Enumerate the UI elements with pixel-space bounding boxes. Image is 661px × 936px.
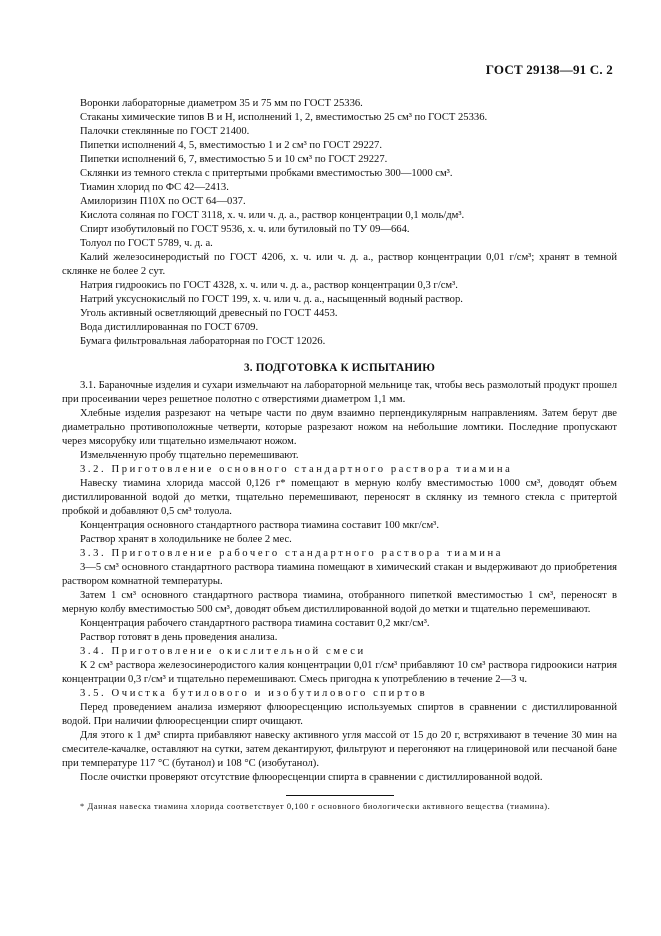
section-heading: 3. ПОДГОТОВКА К ИСПЫТАНИЮ <box>243 362 436 374</box>
page-header: ГОСТ 29138—91 С. 2 <box>485 62 613 77</box>
paragraph: К 2 см³ раствора железосинеродистого калия концентрации 0,01 г/см³ прибавляют 10 см³ раствора гидроокиси натрия концентрации 0,3 г/см³ и тщательно перемешивают. Смесь пригодна к употреблению в течение 2—3 ч. <box>62 660 617 685</box>
paragraph: После очистки проверяют отсутствие флюоресценции спирта в сравнении с дистиллированной водой. <box>80 772 543 783</box>
paragraph: Хлебные изделия разрезают на четыре части по двум взаимно перпендикулярным направлениям. Затем берут две диаметрально противоположные четверти, которые разрезают ножом на небольшие ломтики. Последние пропускают через мясорубку или тщательно измельчают ножом. <box>62 408 617 447</box>
paragraph: Концентрация рабочего стандартного раствора тиамина составит 0,2 мкг/см³. <box>80 618 430 629</box>
paragraph: Концентрация основного стандартного раствора тиамина составит 100 мкг/см³. <box>80 520 439 531</box>
list-item: Натрий уксуснокислый по ГОСТ 199, х. ч. или ч. д. а., насыщенный водный раствор. <box>80 294 463 305</box>
paragraph-3-1: 3.1. Бараночные изделия и сухари измельчают на лабораторной мельнице так, чтобы весь размолотый продукт прошел при просеивании через решетное полотно с отверстиями диаметром 1,1 мм. <box>62 380 617 405</box>
list-item: Склянки из темного стекла с притертыми пробками вместимостью 300—1000 см³. <box>80 168 453 179</box>
subsection-title-3-4: 3.4. Приготовление окислительной смеси <box>80 646 366 657</box>
list-item: Толуол по ГОСТ 5789, ч. д. а. <box>80 238 213 249</box>
list-item: Кислота соляная по ГОСТ 3118, х. ч. или ч. д. а., раствор концентрации 0,1 моль/дм³. <box>80 210 465 221</box>
footnote: * Данная навеска тиамина хлорида соответствует 0,100 г основного биологически активного вещества (тиамина). <box>80 802 551 812</box>
materials-list <box>62 97 617 349</box>
document-body <box>62 97 617 812</box>
list-item: Тиамин хлорид по ФС 42—2413. <box>80 182 229 193</box>
list-item: Натрия гидроокись по ГОСТ 4328, х. ч. или ч. д. а., раствор концентрации 0,3 г/см³. <box>80 280 458 291</box>
paragraph: Раствор хранят в холодильнике не более 2 мес. <box>80 534 292 545</box>
paragraph: Раствор готовят в день проведения анализа. <box>80 632 278 643</box>
subsection-title-3-2: 3.2. Приготовление основного стандартного раствора тиамина <box>80 464 513 475</box>
paragraph: 3—5 см³ основного стандартного раствора тиамина помещают в химический стакан и выдерживают до приобретения раствором комнатной температуры. <box>62 562 617 587</box>
list-item: Стаканы химические типов В и Н, исполнений 1, 2, вместимостью 25 см³ по ГОСТ 25336. <box>80 112 488 123</box>
list-item: Палочки стеклянные по ГОСТ 21400. <box>80 126 250 137</box>
subsection-title-3-5: 3.5. Очистка бутилового и изобутилового спиртов <box>80 688 428 699</box>
list-item: Калий железосинеродистый по ГОСТ 4206, х. ч. или ч. д. а., раствор концентрации 0,01 г/см³; хранят в темной склянке не более 2 сут. <box>62 252 617 277</box>
paragraph: Для этого к 1 дм³ спирта прибавляют навеску активного угля массой от 15 до 20 г, встряхивают в течение 30 мин на смесителе-качалке, оставляют на сутки, затем декантируют, фильтруют и перегоняют на глицериновой или песчаной бане при температуре 117 °С (бутанол) и 108 °С (изобутанол). <box>62 730 617 769</box>
footnote-divider <box>286 795 394 796</box>
list-item: Пипетки исполнений 4, 5, вместимостью 1 и 2 см³ по ГОСТ 29227. <box>80 140 382 151</box>
list-item: Воронки лабораторные диаметром 35 и 75 мм по ГОСТ 25336. <box>80 98 363 109</box>
list-item: Вода дистиллированная по ГОСТ 6709. <box>80 322 259 333</box>
paragraph: Перед проведением анализа измеряют флюоресценцию используемых спиртов в сравнении с дистиллированной водой. При наличии флюоресценции спирт очищают. <box>62 702 617 727</box>
paragraph: Затем 1 см³ основного стандартного раствора тиамина, отобранного пипеткой вместимостью 1 см³, переносят в мерную колбу вместимостью 500 см³, доводят объем дистиллированной водой до метки и тщательно перемешивают. <box>62 590 617 615</box>
list-item: Уголь активный осветляющий древесный по ГОСТ 4453. <box>80 308 338 319</box>
paragraph: Измельченную пробу тщательно перемешивают. <box>80 450 299 461</box>
paragraph: Навеску тиамина хлорида массой 0,126 г* помещают в мерную колбу вместимостью 1000 см³, доводят объем дистиллированной водой до метки, тщательно перемешивают, переносят в склянку из темного стекла с притертой пробкой и добавляют 0,5 см³ толуола. <box>62 478 617 517</box>
list-item: Спирт изобутиловый по ГОСТ 9536, х. ч. или бутиловый по ТУ 09—664. <box>80 224 410 235</box>
list-item: Пипетки исполнений 6, 7, вместимостью 5 и 10 см³ по ГОСТ 29227. <box>80 154 388 165</box>
list-item: Бумага фильтровальная лабораторная по ГОСТ 12026. <box>80 336 326 347</box>
list-item: Амилоризин П10Х по ОСТ 64—037. <box>80 196 246 207</box>
subsection-title-3-3: 3.3. Приготовление рабочего стандартного раствора тиамина <box>80 548 504 559</box>
